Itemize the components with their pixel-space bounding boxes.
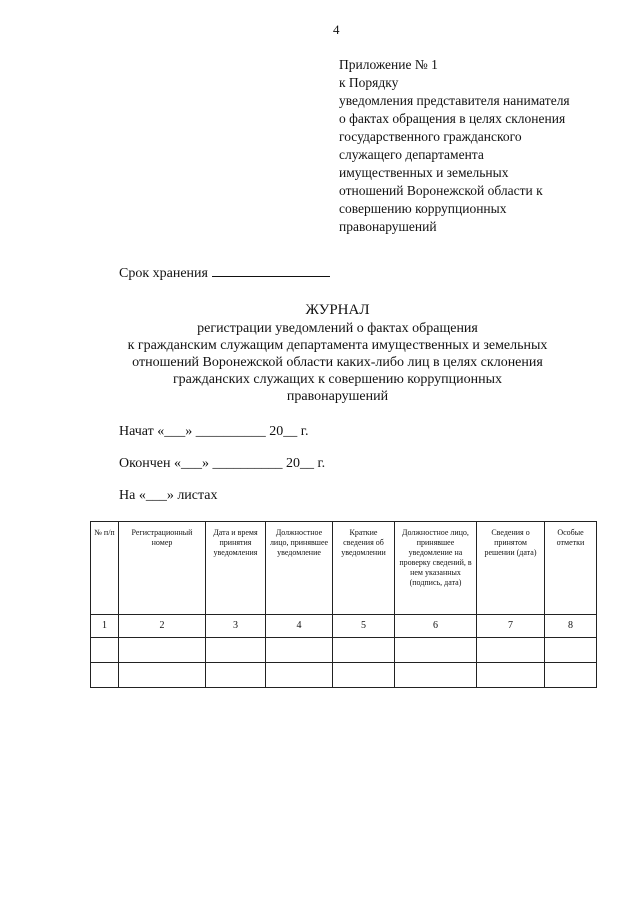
header-number: № п/п — [91, 522, 119, 615]
appendix-line: государственного гражданского — [339, 129, 522, 144]
table-cell — [91, 663, 119, 688]
header-registration-number: Регистрационный номер — [119, 522, 206, 615]
appendix-line: совершению коррупционных — [339, 201, 507, 216]
appendix-line: имущественных и земельных — [339, 165, 509, 180]
journal-title: ЖУРНАЛ — [305, 302, 370, 318]
column-number-cell: 1 — [91, 615, 119, 638]
header-date-time: Дата и время принятия уведомления — [206, 522, 266, 615]
table-cell — [206, 663, 266, 688]
appendix-line: Приложение № 1 — [339, 57, 438, 72]
column-number-cell: 7 — [477, 615, 545, 638]
page-number: 4 — [333, 22, 340, 37]
ended-line: Окончен «___» __________ 20__ г. — [119, 456, 326, 471]
journal-table — [90, 521, 597, 688]
table-row — [91, 663, 597, 688]
header-brief-info: Краткие сведения об уведомлении — [333, 522, 395, 615]
column-number-cell: 4 — [266, 615, 333, 638]
table-cell — [91, 638, 119, 663]
table-cell — [395, 638, 477, 663]
table-row — [91, 638, 597, 663]
table-cell — [333, 638, 395, 663]
journal-subtitle-line: регистрации уведомлений о фактах обращения — [197, 321, 478, 336]
table-header-row — [91, 522, 597, 615]
storage-label: Срок хранения — [119, 266, 208, 281]
table-cell — [333, 663, 395, 688]
journal-subtitle-line: правонарушений — [286, 389, 389, 404]
appendix-line: правонарушений — [339, 219, 437, 234]
appendix-line: о фактах обращения в целях склонения — [339, 111, 566, 126]
table-cell — [266, 663, 333, 688]
appendix-line: уведомления представителя нанимателя — [339, 93, 570, 108]
table-cell — [266, 638, 333, 663]
journal-title-block — [60, 302, 615, 405]
header-special-notes: Особые отметки — [545, 522, 597, 615]
table-cell — [477, 638, 545, 663]
sheets-line: На «___» листах — [119, 488, 218, 503]
appendix-line: отношений Воронежской области к — [339, 183, 543, 198]
appendix-line: служащего департамента — [339, 147, 484, 162]
journal-subtitle-line: отношений Воронежской области каких-либо лиц в целях склонения — [132, 355, 543, 370]
appendix-block — [339, 56, 604, 236]
column-number-cell: 8 — [545, 615, 597, 638]
table-cell — [545, 638, 597, 663]
table-row-column-numbers — [91, 615, 597, 638]
header-decision-info: Сведения о принятом решении (дата) — [477, 522, 545, 615]
header-receiving-official: Должностное лицо, принявшее уведомление — [266, 522, 333, 615]
header-verifying-official: Должностное лицо, принявшее уведомление на проверку сведений, в нем указанных (подпись, дата) — [395, 522, 477, 615]
appendix-line: к Порядку — [339, 75, 399, 90]
journal-subtitle-line: к гражданским служащим департамента имущественных и земельных — [127, 338, 548, 353]
table-cell — [395, 663, 477, 688]
table-cell — [119, 638, 206, 663]
journal-subtitle-line: гражданских служащих к совершению коррупционных — [172, 372, 503, 387]
column-number-cell: 2 — [119, 615, 206, 638]
storage-blank-line — [212, 264, 330, 277]
column-number-cell: 5 — [333, 615, 395, 638]
storage-period — [119, 264, 330, 282]
table-cell — [477, 663, 545, 688]
started-line: Начат «___» __________ 20__ г. — [119, 424, 309, 439]
table-cell — [206, 638, 266, 663]
table-cell — [119, 663, 206, 688]
column-number-cell: 6 — [395, 615, 477, 638]
column-number-cell: 3 — [206, 615, 266, 638]
table-cell — [545, 663, 597, 688]
